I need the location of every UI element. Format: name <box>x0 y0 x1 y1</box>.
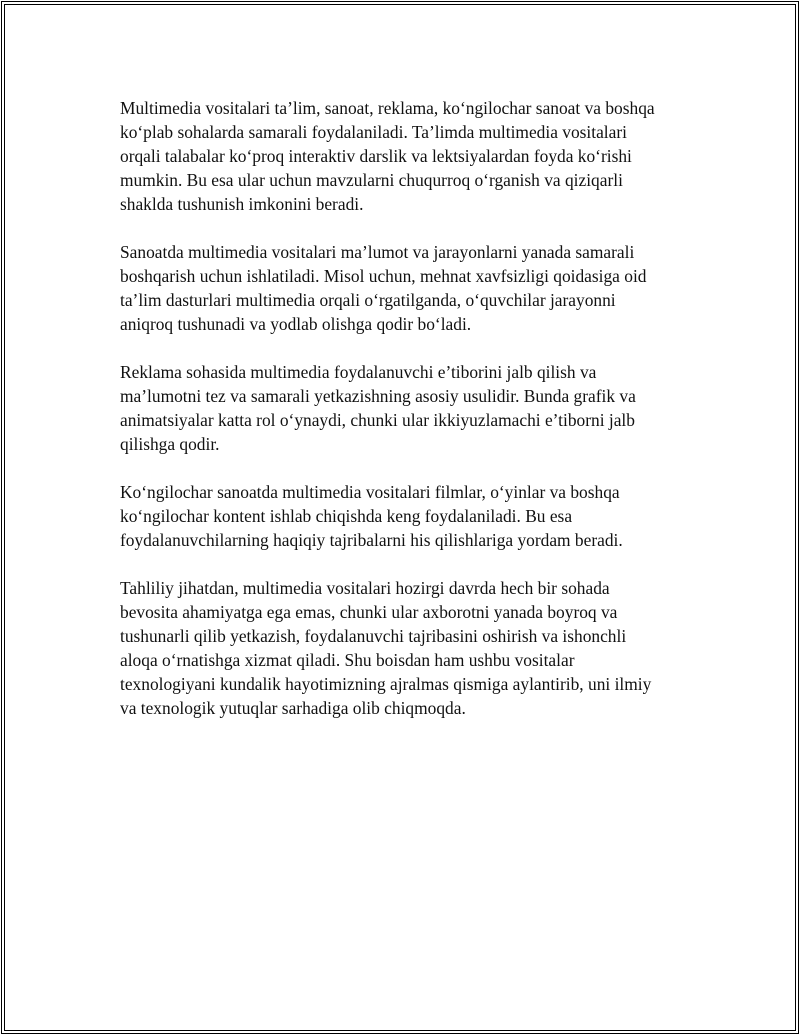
paragraph-advertising: Reklama sohasida multimedia foydalanuvchi e’tiborini jalb qilish va ma’lumotni tez va samarali yetkazishning asosiy usulidir. Bunda grafik va animatsiyalar katta rol o‘ynaydi, chunki ular ikkiyuzlamachi e’tiborni jalb qilishga qodir. <box>120 362 636 454</box>
paragraph-analysis: Tahliliy jihatdan, multimedia vositalari hozirgi davrda hech bir sohada bevosita ahamiyatga ega emas, chunki ular axborotni yanada boyroq va tushunarli qilib yetkazish, foydalanuvchi tajribasini oshirish va ishonchli aloqa o‘rnatishga xizmat qiladi. Shu boisdan ham ushbu vositalar texnologiyani kundalik hayotimizning ajralmas qismiga aylantirib, uni ilmiy va texnologik yutuqlar sarhadiga olib chiqmoqda. <box>120 578 652 718</box>
paragraph-industry: Sanoatda multimedia vositalari ma’lumot va jarayonlarni yanada samarali boshqarish uchun ishlatiladi. Misol uchun, mehnat xavfsizligi qoidasiga oid ta’lim dasturlari multimedia orqali o‘rgatilganda, o‘quvchilar jarayonni aniqroq tushunadi va yodlab olishga qodir bo‘ladi. <box>120 242 647 334</box>
document-body <box>120 96 710 744</box>
document-page <box>1 1 799 1034</box>
paragraph-entertainment: Ko‘ngilochar sanoatda multimedia vositalari filmlar, o‘yinlar va boshqa ko‘ngilochar kontent ishlab chiqishda keng foydalaniladi. Bu esa foydalanuvchilarning haqiqiy tajribalarni his qilishlariga yordam beradi. <box>120 482 623 550</box>
paragraph-intro: Multimedia vositalari ta’lim, sanoat, reklama, ko‘ngilochar sanoat va boshqa ko‘plab sohalarda samarali foydalaniladi. Ta’limda multimedia vositalari orqali talabalar ko‘proq interaktiv darslik va lektsiyalardan foyda ko‘rishi mumkin. Bu esa ular uchun mavzularni chuqurroq o‘rganish va qiziqarli shaklda tushunish imkonini beradi. <box>120 98 655 214</box>
